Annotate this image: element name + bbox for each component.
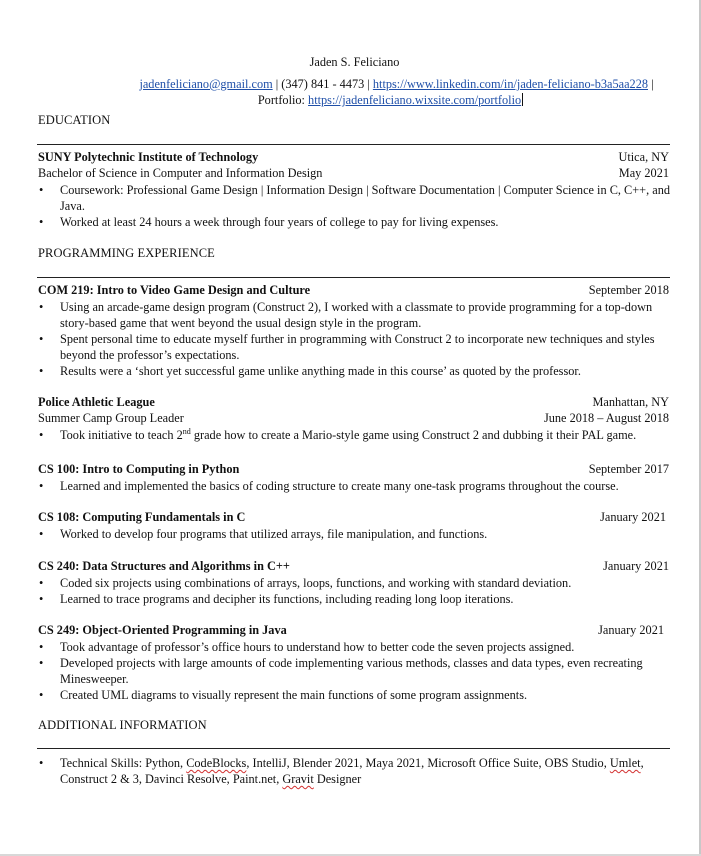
experience-title: CS 240: Data Structures and Algorithms in C++ — [38, 559, 290, 573]
list-item: • Worked at least 24 hours a week through four years of college to pay for living expenses. — [39, 215, 499, 229]
list-item: • Developed projects with large amounts of code implementing various methods, classes and data types, even recreating Minesweeper. — [39, 656, 643, 686]
experience-header — [38, 559, 669, 574]
phone-text: | (347) 841 - 4473 | — [272, 77, 373, 91]
list-item: • Learned and implemented the basics of coding structure to create many one-task programs throughout the course. — [39, 479, 619, 493]
list-item: • Learned to trace programs and decipher its functions, including reading long loop iterations. — [39, 592, 514, 606]
education-bullets — [38, 182, 678, 230]
experience-bullets — [38, 639, 678, 703]
experience-title: Police Athletic League — [38, 395, 155, 409]
degree-name: Bachelor of Science in Computer and Information Design — [38, 166, 323, 180]
spellcheck-word: Gravit — [282, 772, 314, 786]
list-item: • Technical Skills: Python, CodeBlocks, IntelliJ, Blender 2021, Maya 2021, Microsoft Office Suite, OBS Studio, Umlet, Construct 2 & 3, Davinci Resolve, Paint.net, Gravit Designer — [39, 756, 644, 786]
list-item: • Results were a ‘short yet successful game unlike anything made in this course’ as quoted by the professor. — [39, 364, 581, 378]
contact-line — [0, 77, 701, 92]
portfolio-label: Portfolio: — [257, 93, 309, 107]
experience-bullets — [38, 526, 678, 542]
additional-bullets — [38, 755, 678, 787]
text-cursor — [522, 93, 523, 106]
list-item: • Coursework: Professional Game Design | Information Design | Software Documentation | Computer Science in C, C++, and Java. — [39, 183, 671, 213]
experience-header — [38, 623, 664, 638]
experience-date: January 2021 — [598, 623, 664, 637]
experience-date: September 2017 — [588, 462, 669, 476]
portfolio-line — [0, 93, 701, 108]
experience-header — [38, 283, 669, 298]
degree-date: May 2021 — [618, 166, 669, 180]
experience-title: CS 249: Object-Oriented Programming in Java — [38, 623, 287, 637]
email-link[interactable]: jadenfeliciano@gmail.com — [139, 77, 273, 91]
section-divider — [37, 748, 670, 749]
separator: | — [648, 77, 654, 91]
experience-date: January 2021 — [600, 510, 666, 524]
section-divider — [37, 144, 670, 145]
experience-location: Manhattan, NY — [592, 395, 669, 409]
list-item: • Took initiative to teach 2nd grade how to create a Mario-style game using Construct 2 and dubbing it their PAL game. — [39, 426, 637, 442]
experience-bullets — [38, 427, 678, 443]
school-location: Utica, NY — [618, 150, 669, 164]
experience-bullets — [38, 575, 678, 607]
experience-header — [38, 510, 666, 525]
linkedin-link[interactable]: https://www.linkedin.com/in/jaden-feliciano-b3a5aa228 — [372, 77, 648, 91]
experience-title: CS 108: Computing Fundamentals in C — [38, 510, 246, 524]
section-divider — [37, 277, 670, 278]
school-name: SUNY Polytechnic Institute of Technology — [38, 150, 259, 164]
experience-date: January 2021 — [603, 559, 669, 573]
list-item: • Using an arcade-game design program (Construct 2), I worked with a classmate to provide programming for a top-down story-based game that went beyond the usual design style in the program. — [39, 300, 653, 330]
spellcheck-word: Umlet — [609, 756, 641, 770]
experience-header — [38, 395, 669, 410]
experience-role: Summer Camp Group Leader — [38, 411, 184, 425]
list-item: • Created UML diagrams to visually represent the main functions of some program assignments. — [39, 688, 528, 702]
list-item: • Coded six projects using combinations of arrays, loops, functions, and working with standard deviation. — [39, 576, 572, 590]
education-header — [38, 150, 669, 165]
portfolio-link[interactable]: https://jadenfeliciano.wixsite.com/portfolio — [308, 93, 522, 107]
experience-header — [38, 462, 669, 477]
experience-title: COM 219: Intro to Video Game Design and Culture — [38, 283, 311, 297]
section-title-education: EDUCATION — [38, 113, 111, 127]
degree-row — [38, 166, 669, 181]
experience-role-row — [38, 411, 669, 426]
experience-bullets — [38, 478, 678, 494]
list-item: • Spent personal time to educate myself further in programming with Construct 2 to incorporate new techniques and styles beyond the professor’s expectations. — [39, 332, 655, 362]
list-item: • Worked to develop four programs that utilized arrays, file manipulation, and functions. — [39, 527, 488, 541]
experience-bullets — [38, 299, 678, 379]
experience-title: CS 100: Intro to Computing in Python — [38, 462, 240, 476]
section-title-additional: ADDITIONAL INFORMATION — [38, 718, 207, 732]
experience-date: September 2018 — [588, 283, 669, 297]
list-item: • Took advantage of professor’s office hours to understand how to better code the seven projects assigned. — [39, 640, 575, 654]
spellcheck-word: CodeBlocks — [186, 756, 247, 770]
experience-date: June 2018 – August 2018 — [543, 411, 669, 425]
candidate-name: Jaden S. Feliciano — [309, 55, 400, 69]
section-title-programming: PROGRAMMING EXPERIENCE — [38, 246, 215, 260]
